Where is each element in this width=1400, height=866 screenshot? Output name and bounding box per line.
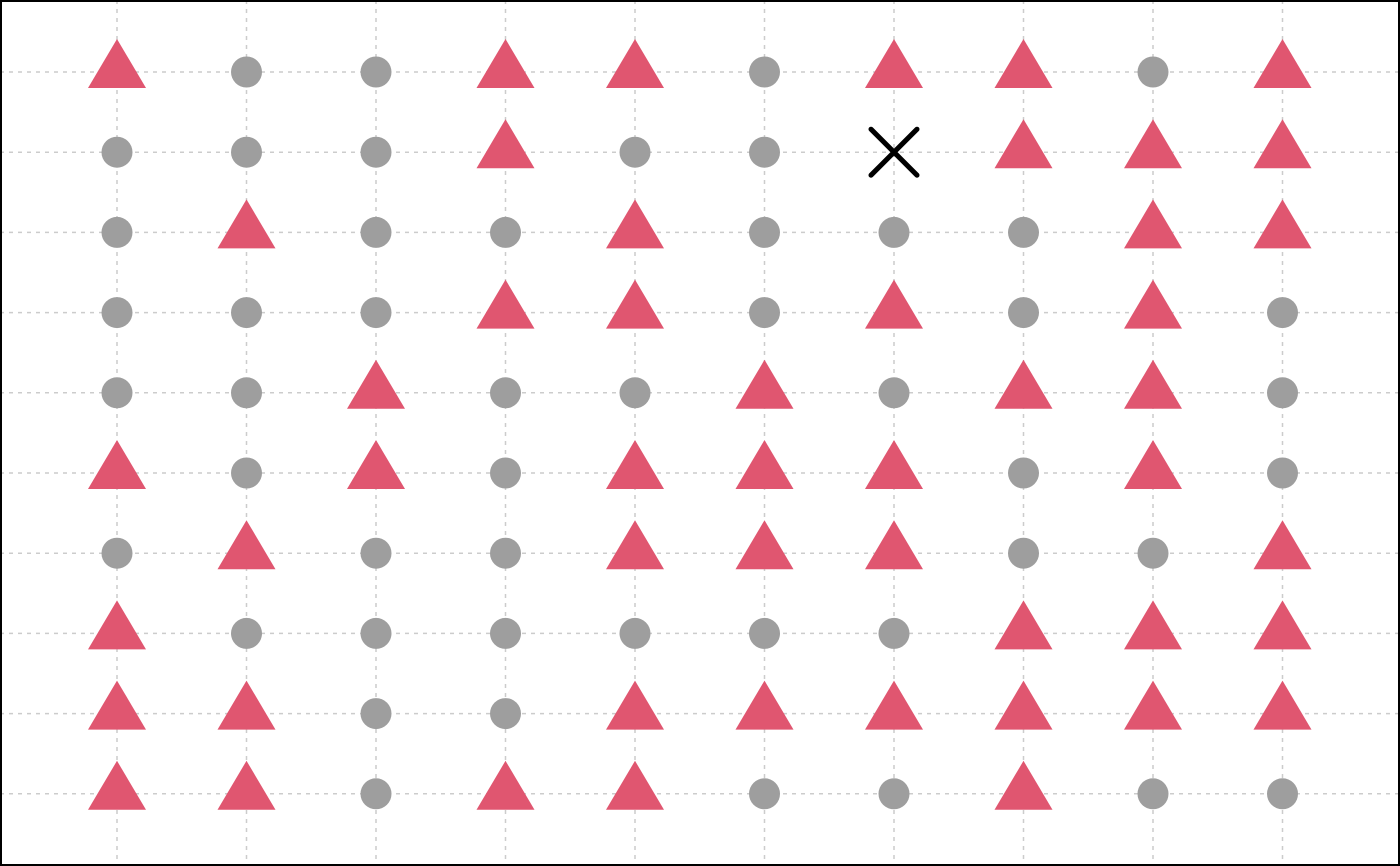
circle-marker <box>231 137 262 168</box>
circle-marker <box>490 458 521 489</box>
circle-marker <box>749 618 780 649</box>
circle-marker <box>749 137 780 168</box>
circle-marker <box>361 217 392 248</box>
circle-marker <box>102 137 133 168</box>
circle-marker <box>879 377 910 408</box>
circle-marker <box>490 538 521 569</box>
circle-marker <box>1267 297 1298 328</box>
circle-marker <box>620 377 651 408</box>
circle-marker <box>620 137 651 168</box>
circle-marker <box>231 618 262 649</box>
circle-marker <box>361 538 392 569</box>
circle-marker <box>102 217 133 248</box>
circle-marker <box>749 57 780 88</box>
circle-marker <box>231 377 262 408</box>
circle-marker <box>1008 458 1039 489</box>
circle-marker <box>361 297 392 328</box>
circle-marker <box>102 538 133 569</box>
circle-marker <box>231 57 262 88</box>
circle-marker <box>1138 778 1169 809</box>
circle-marker <box>879 618 910 649</box>
circle-marker <box>1008 538 1039 569</box>
circle-marker <box>490 217 521 248</box>
circle-marker <box>102 377 133 408</box>
circle-marker <box>231 458 262 489</box>
circle-marker <box>1138 538 1169 569</box>
circle-marker <box>1267 377 1298 408</box>
circle-marker <box>361 618 392 649</box>
circle-marker <box>490 377 521 408</box>
circle-marker <box>231 297 262 328</box>
circle-marker <box>620 618 651 649</box>
circle-marker <box>361 698 392 729</box>
circle-marker <box>361 778 392 809</box>
circle-marker <box>749 778 780 809</box>
circle-marker <box>1008 217 1039 248</box>
circle-marker <box>879 778 910 809</box>
circle-marker <box>361 57 392 88</box>
circle-marker <box>490 618 521 649</box>
circle-marker <box>490 698 521 729</box>
circle-marker <box>361 137 392 168</box>
circle-marker <box>102 297 133 328</box>
circle-marker <box>1008 297 1039 328</box>
circle-marker <box>1267 778 1298 809</box>
circle-marker <box>1267 458 1298 489</box>
circle-marker <box>879 217 910 248</box>
circle-marker <box>749 297 780 328</box>
circle-marker <box>749 217 780 248</box>
circle-marker <box>1138 57 1169 88</box>
